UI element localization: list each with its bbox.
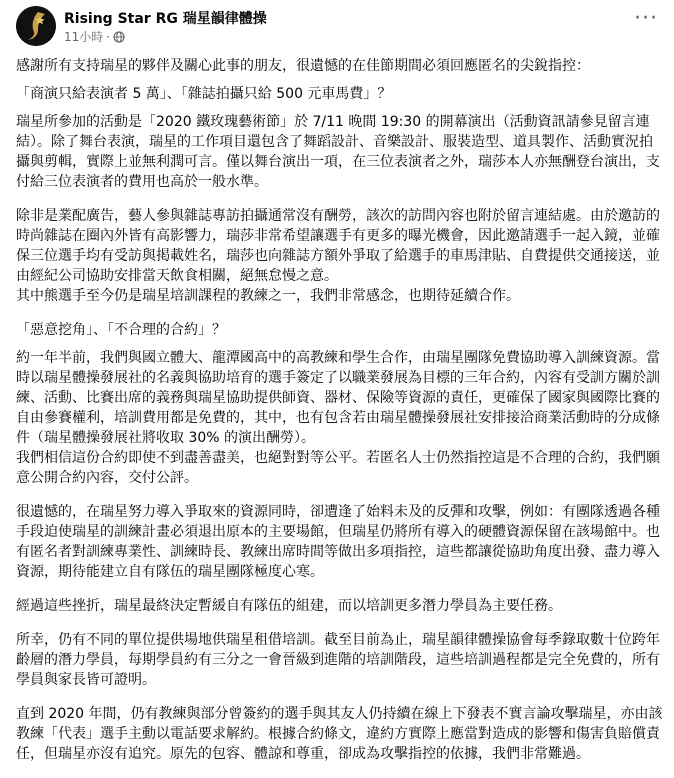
meta-separator: · bbox=[106, 29, 111, 44]
post-header bbox=[0, 0, 674, 56]
post-timestamp[interactable]: 11小時 bbox=[64, 30, 104, 44]
post-heading: 「惡意挖角」、「不合理的合約」？ bbox=[16, 322, 226, 338]
page-name-link[interactable]: Rising Star RG 瑞星韻律體操 bbox=[64, 11, 267, 27]
post-paragraph: 很遺憾的，在瑞星努力導入爭取來的資源同時，卻遭逢了始料未及的反彈和攻擊，例如：有團隊透過各種手段迫使瑞星的訓練計畫必須退出原本的主要場館，但瑞星仍將所有導入的硬體資源保留在該場館中。也有匿名者對訓練專業性、訓練時長、教練出席時間等做出多項指控，這些都讓從協助角度出發、盡力導入資源，期待能建立自有隊伍的瑞星團隊極度心寒。 bbox=[16, 504, 660, 580]
post-paragraph: 瑞星所參加的活動是「2020 鐵玫瑰藝術節」於 7/11 晚間 19:30 的開幕演出（活動資訊請參見留言連結）。除了舞台表演，瑞星的工作項目還包含了舞蹈設計、音樂設計、服裝造型、道具製作、活動實況拍攝與剪輯，實際上並無利潤可言。僅以舞台演出一項，在三位表演者之外，瑞莎本人亦無酬登台演出，支付給三位表演者的費用也高於一般水準。 bbox=[16, 114, 660, 190]
post-heading: 「商演只給表演者 5 萬」、「雜誌拍攝只給 500 元車馬費」？ bbox=[16, 86, 392, 102]
post-paragraph: 經過這些挫折，瑞星最終決定暫緩自有隊伍的組建，而以培訓更多潛力學員為主要任務。 bbox=[16, 598, 562, 614]
rising-star-logo-icon bbox=[16, 6, 56, 46]
post-paragraph: 除非是業配廣告，藝人參與雜誌專訪拍攝通常沒有酬勞，該次的訪問內容也附於留言連結處。由於邀訪的時尚雜誌在圈內外皆有高影響力，瑞莎非常希望讓選手有更多的曝光機會，因此邀請選手一起入鏡，並確保三位選手均有受訪與掲載姓名，瑞莎也向雜誌方額外爭取了給選手的車馬津貼、自費提供交通接送，並由經紀公司協助安排當天飲食相關，絕無怠慢之意。 其中熊選手至今仍是瑞星培訓課程的教練之一，我們非常感念，也期待延續合作。 bbox=[16, 208, 660, 304]
globe-icon[interactable] bbox=[113, 31, 125, 43]
post-paragraph: 感謝所有支持瑞星的夥伴及關心此事的朋友，很遺憾的在佳節期間必須回應匿名的尖銳指控： bbox=[16, 58, 590, 74]
post-paragraph: 約一年半前，我們與國立體大、龍潭國高中的高教練和學生合作，由瑞星團隊免費協助導入訓練資源。當時以瑞星體操發展社的名義與協助培育的選手簽定了以職業發展為目標的三年合約，內容有受訓方關於訓練、活動、比賽出席的義務與瑞星協助提供師資、器材、保險等資源的責任，更確保了國家與國際比賽的自由參賽權利，培訓費用都是免費的，其中，也有包含若由瑞星體操發展社安排接洽商業活動時的分成條件（瑞星體操發展社將收取 30% 的演出酬勞）。 我們相信這份合約即使不到盡善盡美，也絕對對等公平。若匿名人士仍然指控這是不合理的合約，我們願意公開合約內容，交付公評。 bbox=[16, 350, 660, 486]
post-paragraph: 直到 2020 年間，仍有教練與部分曾簽約的選手與其友人仍持續在線上下發表不實言論攻擊瑞星，亦由該教練「代表」選手主動以電話要求解約。根據合約條文，違約方實際上應當對造成的影響和傷害負賠償責任，但瑞星亦沒有追究。原先的包容、體諒和尊重，卻成為攻擊指控的依據，我們非常難過。 bbox=[16, 706, 663, 762]
more-options-button[interactable] bbox=[632, 6, 660, 32]
page-avatar[interactable] bbox=[16, 6, 56, 46]
more-options-icon: ··· bbox=[634, 6, 658, 31]
post-meta bbox=[64, 28, 125, 45]
post-body bbox=[16, 56, 664, 778]
post-paragraph: 所幸，仍有不同的單位提供場地供瑞星租借培訓。截至目前為止，瑞星韻律體操協會每季錄取數十位跨年齡層的潛力學員，每期學員約有三分之一會晉級到進階的培訓階段，這些培訓過程都是完全免費的，所有學員與家長皆可證明。 bbox=[16, 632, 660, 688]
